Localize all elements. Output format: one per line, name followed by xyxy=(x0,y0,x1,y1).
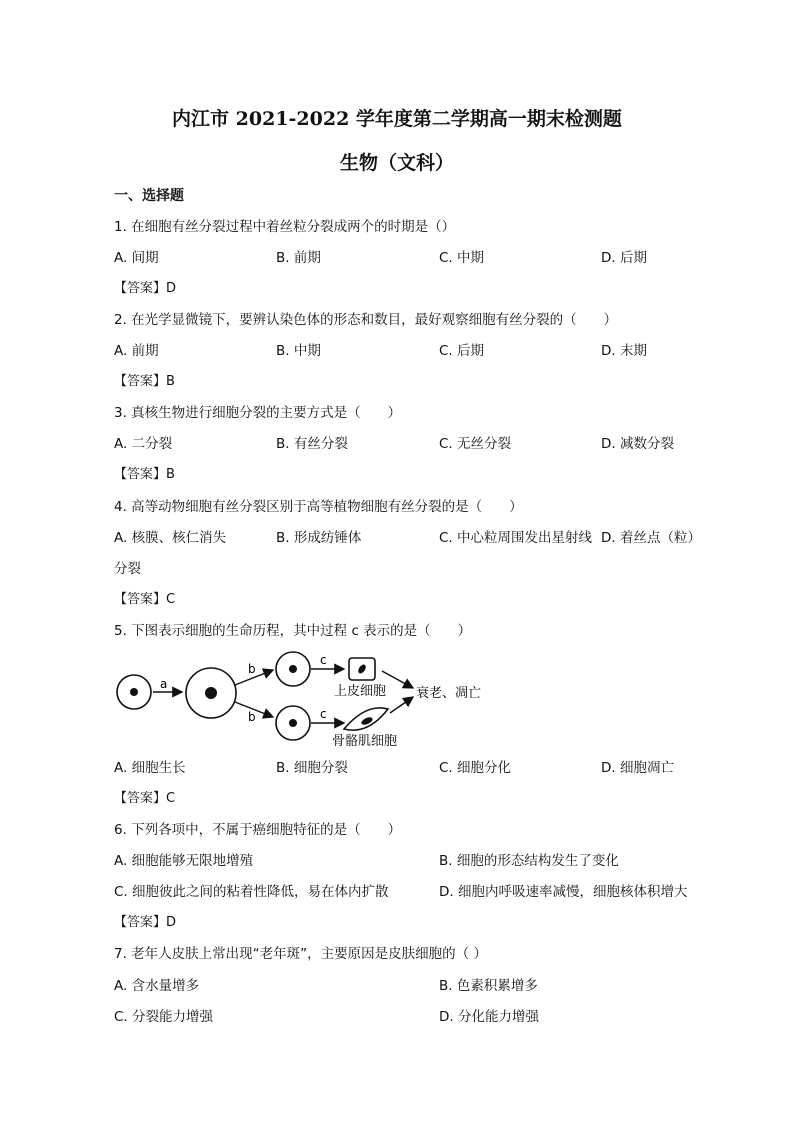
option-d: D. 分化能力增强 xyxy=(439,1009,539,1025)
label-b-upper: b xyxy=(248,662,256,676)
answer: 【答案】B xyxy=(114,467,175,482)
answer: 【答案】D xyxy=(114,915,177,930)
option-b: B. 有丝分裂 xyxy=(276,436,348,452)
question-stem: 2. 在光学显微镜下，要辨认染色体的形态和数目，最好观察细胞有丝分裂的（ ） xyxy=(114,312,618,328)
option-b: B. 细胞的形态结构发生了变化 xyxy=(439,853,619,869)
page-subtitle: 生物（文科） xyxy=(339,152,454,174)
question-stem: 7. 老年人皮肤上常出现“老年斑”，主要原因是皮肤细胞的（ ） xyxy=(114,946,487,962)
option-d: D. 减数分裂 xyxy=(601,436,674,452)
label-c-upper: c xyxy=(320,653,327,667)
muscle-cell-label: 骨骼肌细胞 xyxy=(332,734,398,749)
arrow-to-outcome-upper xyxy=(382,671,413,688)
option-d: D. 末期 xyxy=(601,343,647,359)
daughter-cell-upper xyxy=(276,652,310,686)
epithelial-cell xyxy=(349,658,375,680)
option-b: B. 形成纺锤体 xyxy=(276,530,362,546)
daughter-cell-lower xyxy=(276,706,310,740)
option-a: A. 细胞能够无限地增殖 xyxy=(114,853,254,869)
option-a: A. 二分裂 xyxy=(114,436,173,452)
option-a: A. 细胞生长 xyxy=(114,760,186,776)
question-stem: 5. 下图表示细胞的生命历程，其中过程 c 表示的是（ ） xyxy=(114,623,472,639)
label-c-lower: c xyxy=(320,707,327,721)
option-c: C. 细胞分化 xyxy=(439,760,512,776)
option-a: A. 间期 xyxy=(114,250,159,266)
question-stem: 4. 高等动物细胞有丝分裂区别于高等植物细胞有丝分裂的是（ ） xyxy=(114,499,523,515)
option-d-continued: 分裂 xyxy=(114,561,141,577)
answer: 【答案】C xyxy=(114,791,176,806)
option-c: C. 中心粒周围发出星射线 xyxy=(439,530,593,546)
question-stem: 3. 真核生物进行细胞分裂的主要方式是（ ） xyxy=(114,405,402,421)
option-b: B. 前期 xyxy=(276,250,321,266)
option-d: D. 细胞内呼吸速率减慢，细胞核体积增大 xyxy=(439,884,688,900)
option-b: B. 色素积累增多 xyxy=(439,978,538,994)
option-c: C. 中期 xyxy=(439,250,485,266)
option-d: D. 后期 xyxy=(601,250,647,266)
option-a: A. 含水量增多 xyxy=(114,978,200,994)
initial-cell xyxy=(117,675,151,709)
option-c: C. 分裂能力增强 xyxy=(114,1009,214,1025)
option-d: D. 着丝点（粒） xyxy=(601,530,701,546)
option-a: A. 核膜、核仁消失 xyxy=(114,530,227,546)
section-heading: 一、选择题 xyxy=(114,188,184,204)
option-c: C. 细胞彼此之间的粘着性降低，易在体内扩散 xyxy=(114,884,389,900)
question-stem: 6. 下列各项中，不属于癌细胞特征的是（ ） xyxy=(114,822,402,838)
option-d: D. 细胞凋亡 xyxy=(601,760,674,776)
answer: 【答案】B xyxy=(114,374,175,389)
label-a: a xyxy=(160,677,168,691)
option-b: B. 中期 xyxy=(276,343,321,359)
outcome-label: 衰老、凋亡 xyxy=(416,686,482,701)
answer: 【答案】D xyxy=(114,281,177,296)
question-stem: 1. 在细胞有丝分裂过程中着丝粒分裂成两个的时期是（） xyxy=(114,219,456,235)
option-b: B. 细胞分裂 xyxy=(276,760,348,776)
option-c: C. 后期 xyxy=(439,343,485,359)
grown-cell xyxy=(186,668,236,718)
option-a: A. 前期 xyxy=(114,343,159,359)
label-b-lower: b xyxy=(248,710,256,724)
page-title: 内江市 2021-2022 学年度第二学期高一期末检测题 xyxy=(172,108,622,130)
cell-life-cycle-diagram xyxy=(110,645,510,755)
answer: 【答案】C xyxy=(114,592,176,607)
skeletal-muscle-cell xyxy=(344,708,388,730)
arrow-to-outcome-lower xyxy=(390,697,413,713)
option-c: C. 无丝分裂 xyxy=(439,436,512,452)
epithelial-cell-label: 上皮细胞 xyxy=(334,684,387,699)
